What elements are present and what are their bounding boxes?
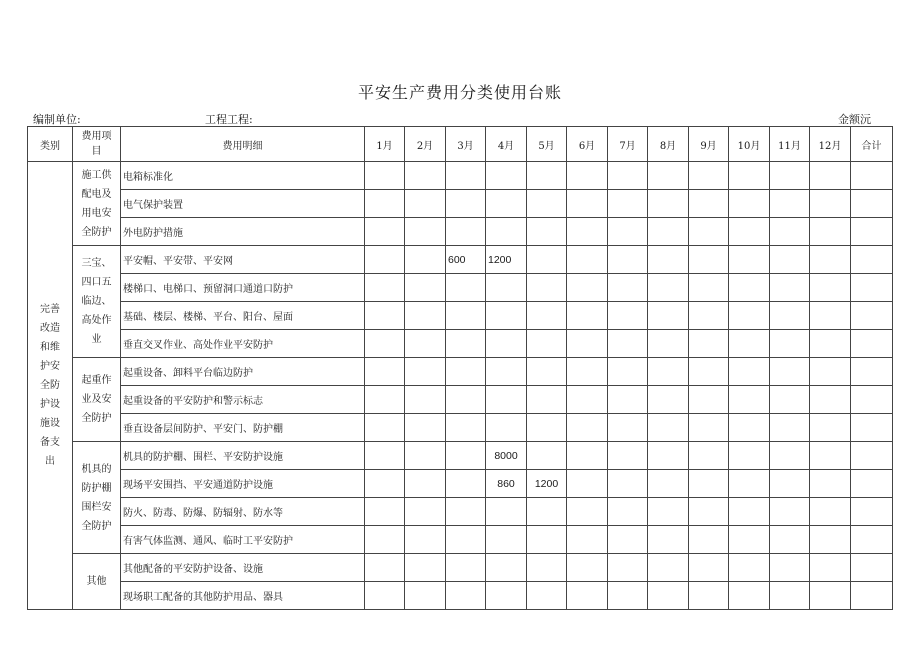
month-value-cell xyxy=(810,162,851,190)
month-value-cell xyxy=(770,554,810,582)
month-value-cell xyxy=(648,190,689,218)
table-row xyxy=(28,330,893,358)
month-value-cell: 1200 xyxy=(527,470,567,498)
total-cell xyxy=(851,442,893,470)
month-value-cell xyxy=(729,414,770,442)
month-value-cell xyxy=(770,582,810,610)
month-value-cell xyxy=(648,498,689,526)
month-value-cell xyxy=(567,330,608,358)
header-month: 4月 xyxy=(486,127,527,162)
month-value-cell xyxy=(527,190,567,218)
total-cell xyxy=(851,554,893,582)
month-value-cell xyxy=(689,582,729,610)
month-value-cell xyxy=(689,302,729,330)
header-month: 9月 xyxy=(689,127,729,162)
month-value-cell xyxy=(486,554,527,582)
month-value-cell xyxy=(689,358,729,386)
total-cell xyxy=(851,162,893,190)
month-value-cell xyxy=(729,554,770,582)
month-value-cell xyxy=(770,302,810,330)
month-value-cell xyxy=(446,470,486,498)
month-value-cell xyxy=(770,470,810,498)
cost-item-line: 围栏安 xyxy=(81,501,112,513)
month-value-cell xyxy=(365,386,405,414)
month-value-cell xyxy=(689,498,729,526)
month-value-cell xyxy=(405,302,446,330)
month-value-cell xyxy=(486,386,527,414)
month-value-cell xyxy=(810,386,851,414)
month-value-cell xyxy=(567,414,608,442)
month-value-cell xyxy=(608,470,648,498)
total-cell xyxy=(851,526,893,554)
category-line: 出 xyxy=(45,456,55,467)
month-value-cell xyxy=(486,190,527,218)
month-value-cell xyxy=(810,218,851,246)
month-value-cell: 600 xyxy=(446,246,486,274)
month-value-cell xyxy=(729,162,770,190)
month-value-cell xyxy=(446,498,486,526)
month-value-cell xyxy=(729,218,770,246)
month-value-cell xyxy=(648,302,689,330)
table-row xyxy=(28,470,893,498)
month-value-cell xyxy=(365,246,405,274)
month-value-cell xyxy=(810,554,851,582)
month-value-cell xyxy=(527,582,567,610)
month-value-cell xyxy=(405,246,446,274)
table-row xyxy=(28,386,893,414)
cost-detail-cell: 防火、防毒、防爆、防辐射、防水等 xyxy=(121,498,365,526)
month-value-cell xyxy=(770,526,810,554)
category-line: 改造 xyxy=(40,323,60,334)
month-value-cell xyxy=(567,554,608,582)
month-value-cell xyxy=(405,218,446,246)
month-value-cell xyxy=(648,386,689,414)
total-cell xyxy=(851,582,893,610)
month-value-cell xyxy=(648,442,689,470)
month-value-cell xyxy=(567,302,608,330)
month-value-cell xyxy=(567,526,608,554)
month-value-cell xyxy=(527,246,567,274)
project-label: 工程工程: xyxy=(205,113,253,126)
cost-item-line: 其他 xyxy=(86,576,107,587)
month-value-cell xyxy=(486,302,527,330)
cost-item-line: 防护棚 xyxy=(81,482,112,494)
total-cell xyxy=(851,498,893,526)
month-value-cell xyxy=(486,330,527,358)
month-value-cell xyxy=(405,582,446,610)
month-value-cell xyxy=(608,162,648,190)
cost-detail-cell: 垂直设备层间防护、平安门、防护棚 xyxy=(121,414,365,442)
cost-item-cell xyxy=(73,246,121,358)
table-row xyxy=(28,190,893,218)
month-value-cell xyxy=(527,526,567,554)
month-value-cell xyxy=(770,358,810,386)
month-value-cell xyxy=(810,442,851,470)
header-total: 合计 xyxy=(851,127,893,162)
total-cell xyxy=(851,414,893,442)
month-value-cell xyxy=(810,330,851,358)
month-value-cell xyxy=(446,414,486,442)
table-row xyxy=(28,582,893,610)
total-cell xyxy=(851,358,893,386)
month-value-cell xyxy=(446,162,486,190)
table-row xyxy=(28,526,893,554)
month-value-cell xyxy=(446,218,486,246)
total-cell xyxy=(851,302,893,330)
table-row xyxy=(28,302,893,330)
header-project-line: 费用项 xyxy=(81,131,112,142)
month-value-cell xyxy=(486,358,527,386)
header-month: 2月 xyxy=(405,127,446,162)
month-value-cell xyxy=(567,246,608,274)
month-value-cell xyxy=(689,554,729,582)
month-value-cell xyxy=(689,218,729,246)
month-value-cell xyxy=(567,162,608,190)
category-line: 和维 xyxy=(40,342,60,353)
month-value-cell xyxy=(365,218,405,246)
month-value-cell xyxy=(608,218,648,246)
month-value-cell xyxy=(648,274,689,302)
month-value-cell xyxy=(527,498,567,526)
month-value-cell xyxy=(770,218,810,246)
month-value-cell xyxy=(770,274,810,302)
cost-item-line: 全防护 xyxy=(81,520,112,532)
month-value-cell xyxy=(405,554,446,582)
total-cell xyxy=(851,274,893,302)
cost-item-line: 全防护 xyxy=(81,413,112,424)
month-value-cell xyxy=(608,302,648,330)
category-line: 全防 xyxy=(40,380,60,391)
month-value-cell xyxy=(770,190,810,218)
month-value-cell xyxy=(689,330,729,358)
month-value-cell xyxy=(567,498,608,526)
month-value-cell xyxy=(527,218,567,246)
month-value-cell xyxy=(810,582,851,610)
month-value-cell xyxy=(405,526,446,554)
month-value-cell xyxy=(446,582,486,610)
month-value-cell xyxy=(608,330,648,358)
month-value-cell xyxy=(810,470,851,498)
cost-item-line: 业 xyxy=(91,334,102,345)
month-value-cell xyxy=(729,386,770,414)
month-value-cell xyxy=(527,330,567,358)
table-row xyxy=(28,246,893,274)
month-value-cell xyxy=(608,190,648,218)
month-value-cell xyxy=(365,582,405,610)
header-category: 类别 xyxy=(28,127,73,162)
month-value-cell xyxy=(770,386,810,414)
month-value-cell xyxy=(729,526,770,554)
month-value-cell xyxy=(405,470,446,498)
compiling-unit-label: 编制单位: xyxy=(33,113,81,126)
month-value-cell xyxy=(446,386,486,414)
table-row xyxy=(28,442,893,470)
header-month: 3月 xyxy=(446,127,486,162)
table-row xyxy=(28,414,893,442)
month-value-cell xyxy=(608,358,648,386)
month-value-cell xyxy=(810,526,851,554)
month-value-cell xyxy=(689,386,729,414)
month-value-cell xyxy=(729,358,770,386)
month-value-cell xyxy=(729,470,770,498)
month-value-cell xyxy=(810,414,851,442)
month-value-cell xyxy=(648,554,689,582)
month-value-cell xyxy=(365,414,405,442)
table-row xyxy=(28,274,893,302)
month-value-cell xyxy=(405,442,446,470)
cost-detail-cell: 楼梯口、电梯口、预留洞口通道口防护 xyxy=(121,274,365,302)
month-value-cell xyxy=(365,162,405,190)
month-value-cell xyxy=(770,498,810,526)
month-value-cell xyxy=(770,246,810,274)
cost-detail-cell: 垂直交叉作业、高处作业平安防护 xyxy=(121,330,365,358)
total-cell xyxy=(851,470,893,498)
month-value-cell xyxy=(648,470,689,498)
month-value-cell xyxy=(365,498,405,526)
month-value-cell xyxy=(689,414,729,442)
cost-detail-cell: 外电防护措施 xyxy=(121,218,365,246)
month-value-cell xyxy=(405,358,446,386)
month-value-cell xyxy=(729,302,770,330)
cost-item-line: 业及安 xyxy=(81,394,112,405)
month-value-cell xyxy=(729,582,770,610)
cost-detail-cell: 起重设备的平安防护和警示标志 xyxy=(121,386,365,414)
month-value-cell xyxy=(365,274,405,302)
month-value-cell xyxy=(365,554,405,582)
month-value-cell xyxy=(608,554,648,582)
header-month: 11月 xyxy=(770,127,810,162)
month-value-cell: 1200 xyxy=(486,246,527,274)
amount-unit-label: 金额沅 xyxy=(838,113,871,126)
month-value-cell xyxy=(446,190,486,218)
month-value-cell xyxy=(689,162,729,190)
month-value-cell xyxy=(770,442,810,470)
month-value-cell xyxy=(446,442,486,470)
cost-item-line: 起重作 xyxy=(81,375,112,386)
table-row xyxy=(28,162,893,190)
total-cell xyxy=(851,246,893,274)
month-value-cell xyxy=(648,162,689,190)
month-value-cell xyxy=(486,498,527,526)
month-value-cell xyxy=(486,582,527,610)
category-line: 护设 xyxy=(40,399,60,410)
month-value-cell xyxy=(648,246,689,274)
month-value-cell xyxy=(689,526,729,554)
category-line: 施设 xyxy=(40,418,60,429)
month-value-cell xyxy=(608,442,648,470)
cost-item-line: 三宝、 xyxy=(81,258,112,269)
month-value-cell xyxy=(648,526,689,554)
cost-item-line: 四口五 xyxy=(81,277,112,288)
month-value-cell xyxy=(648,330,689,358)
month-value-cell: 860 xyxy=(486,470,527,498)
month-value-cell xyxy=(365,526,405,554)
header-month: 1月 xyxy=(365,127,405,162)
month-value-cell xyxy=(365,302,405,330)
cost-detail-cell: 电箱标准化 xyxy=(121,162,365,190)
month-value-cell xyxy=(446,358,486,386)
month-value-cell xyxy=(567,190,608,218)
month-value-cell xyxy=(365,330,405,358)
month-value-cell xyxy=(527,442,567,470)
month-value-cell xyxy=(365,190,405,218)
month-value-cell xyxy=(405,190,446,218)
month-value-cell xyxy=(608,498,648,526)
month-value-cell xyxy=(729,330,770,358)
category-line: 完善 xyxy=(40,304,60,315)
total-cell xyxy=(851,218,893,246)
month-value-cell xyxy=(770,330,810,358)
cost-detail-cell: 有害气体监测、通风、临时工平安防护 xyxy=(121,526,365,554)
month-value-cell xyxy=(527,358,567,386)
cost-item-line: 临边、 xyxy=(81,296,112,307)
header-project xyxy=(73,127,121,162)
month-value-cell xyxy=(729,442,770,470)
header-month: 12月 xyxy=(810,127,851,162)
month-value-cell xyxy=(770,414,810,442)
month-value-cell xyxy=(689,274,729,302)
month-value-cell xyxy=(810,302,851,330)
cost-detail-cell: 起重设备、卸料平台临边防护 xyxy=(121,358,365,386)
month-value-cell xyxy=(810,246,851,274)
cost-detail-cell: 电气保护装置 xyxy=(121,190,365,218)
category-line: 备支 xyxy=(40,437,60,448)
header-month: 7月 xyxy=(608,127,648,162)
month-value-cell xyxy=(527,414,567,442)
category-line: 护安 xyxy=(40,361,60,372)
month-value-cell xyxy=(648,358,689,386)
month-value-cell xyxy=(486,218,527,246)
total-cell xyxy=(851,386,893,414)
cost-item-cell xyxy=(73,442,121,554)
month-value-cell xyxy=(405,330,446,358)
month-value-cell xyxy=(810,498,851,526)
month-value-cell xyxy=(365,470,405,498)
month-value-cell xyxy=(567,218,608,246)
cost-detail-cell: 现场职工配备的其他防护用品、器具 xyxy=(121,582,365,610)
month-value-cell xyxy=(527,162,567,190)
table-row xyxy=(28,498,893,526)
table-row xyxy=(28,554,893,582)
month-value-cell xyxy=(689,442,729,470)
month-value-cell xyxy=(608,582,648,610)
month-value-cell xyxy=(810,274,851,302)
month-value-cell xyxy=(405,498,446,526)
month-value-cell xyxy=(729,246,770,274)
month-value-cell xyxy=(446,554,486,582)
month-value-cell xyxy=(567,442,608,470)
month-value-cell xyxy=(689,190,729,218)
cost-item-line: 全防护 xyxy=(81,226,112,238)
month-value-cell xyxy=(810,190,851,218)
total-cell xyxy=(851,330,893,358)
month-value-cell xyxy=(527,386,567,414)
header-month: 5月 xyxy=(527,127,567,162)
month-value-cell xyxy=(486,274,527,302)
header-month: 6月 xyxy=(567,127,608,162)
month-value-cell xyxy=(405,386,446,414)
month-value-cell xyxy=(770,162,810,190)
month-value-cell xyxy=(446,274,486,302)
month-value-cell xyxy=(810,358,851,386)
cost-item-line: 配电及 xyxy=(81,188,112,200)
cost-item-cell xyxy=(73,358,121,442)
total-cell xyxy=(851,190,893,218)
header-month: 10月 xyxy=(729,127,770,162)
month-value-cell xyxy=(405,162,446,190)
month-value-cell xyxy=(446,526,486,554)
month-value-cell: 8000 xyxy=(486,442,527,470)
header-month: 8月 xyxy=(648,127,689,162)
month-value-cell xyxy=(729,274,770,302)
month-value-cell xyxy=(567,582,608,610)
cost-detail-cell: 现场平安围挡、平安通道防护设施 xyxy=(121,470,365,498)
month-value-cell xyxy=(567,274,608,302)
cost-detail-cell: 平安帽、平安带、平安网 xyxy=(121,246,365,274)
cost-item-line: 机具的 xyxy=(81,463,112,475)
month-value-cell xyxy=(527,554,567,582)
month-value-cell xyxy=(486,414,527,442)
category-cell xyxy=(28,162,73,610)
month-value-cell xyxy=(729,498,770,526)
month-value-cell xyxy=(608,414,648,442)
month-value-cell xyxy=(405,274,446,302)
header-row xyxy=(28,127,893,162)
month-value-cell xyxy=(729,190,770,218)
cost-detail-cell: 基础、楼层、楼梯、平台、阳台、屋面 xyxy=(121,302,365,330)
month-value-cell xyxy=(365,442,405,470)
month-value-cell xyxy=(689,246,729,274)
month-value-cell xyxy=(365,358,405,386)
month-value-cell xyxy=(405,414,446,442)
cost-item-cell xyxy=(73,162,121,246)
month-value-cell xyxy=(527,302,567,330)
month-value-cell xyxy=(648,218,689,246)
cost-item-line: 高处作 xyxy=(81,315,112,326)
month-value-cell xyxy=(608,526,648,554)
month-value-cell xyxy=(486,162,527,190)
month-value-cell xyxy=(608,386,648,414)
month-value-cell xyxy=(567,358,608,386)
month-value-cell xyxy=(608,274,648,302)
header-detail: 费用明细 xyxy=(121,127,365,162)
month-value-cell xyxy=(648,414,689,442)
header-project-line: 目 xyxy=(91,146,102,157)
ledger-title: 平安生产费用分类使用台账 xyxy=(357,83,562,102)
month-value-cell xyxy=(608,246,648,274)
cost-item-cell xyxy=(73,554,121,610)
month-value-cell xyxy=(527,274,567,302)
cost-item-line: 施工供 xyxy=(81,169,112,181)
month-value-cell xyxy=(486,526,527,554)
table-row xyxy=(28,358,893,386)
cost-item-line: 用电安 xyxy=(81,207,112,219)
month-value-cell xyxy=(446,330,486,358)
month-value-cell xyxy=(567,470,608,498)
month-value-cell xyxy=(648,582,689,610)
cost-detail-cell: 机具的防护棚、围栏、平安防护设施 xyxy=(121,442,365,470)
cost-detail-cell: 其他配备的平安防护设备、设施 xyxy=(121,554,365,582)
month-value-cell xyxy=(689,470,729,498)
table-row xyxy=(28,218,893,246)
cost-ledger-table xyxy=(27,126,893,610)
month-value-cell xyxy=(446,302,486,330)
month-value-cell xyxy=(567,386,608,414)
